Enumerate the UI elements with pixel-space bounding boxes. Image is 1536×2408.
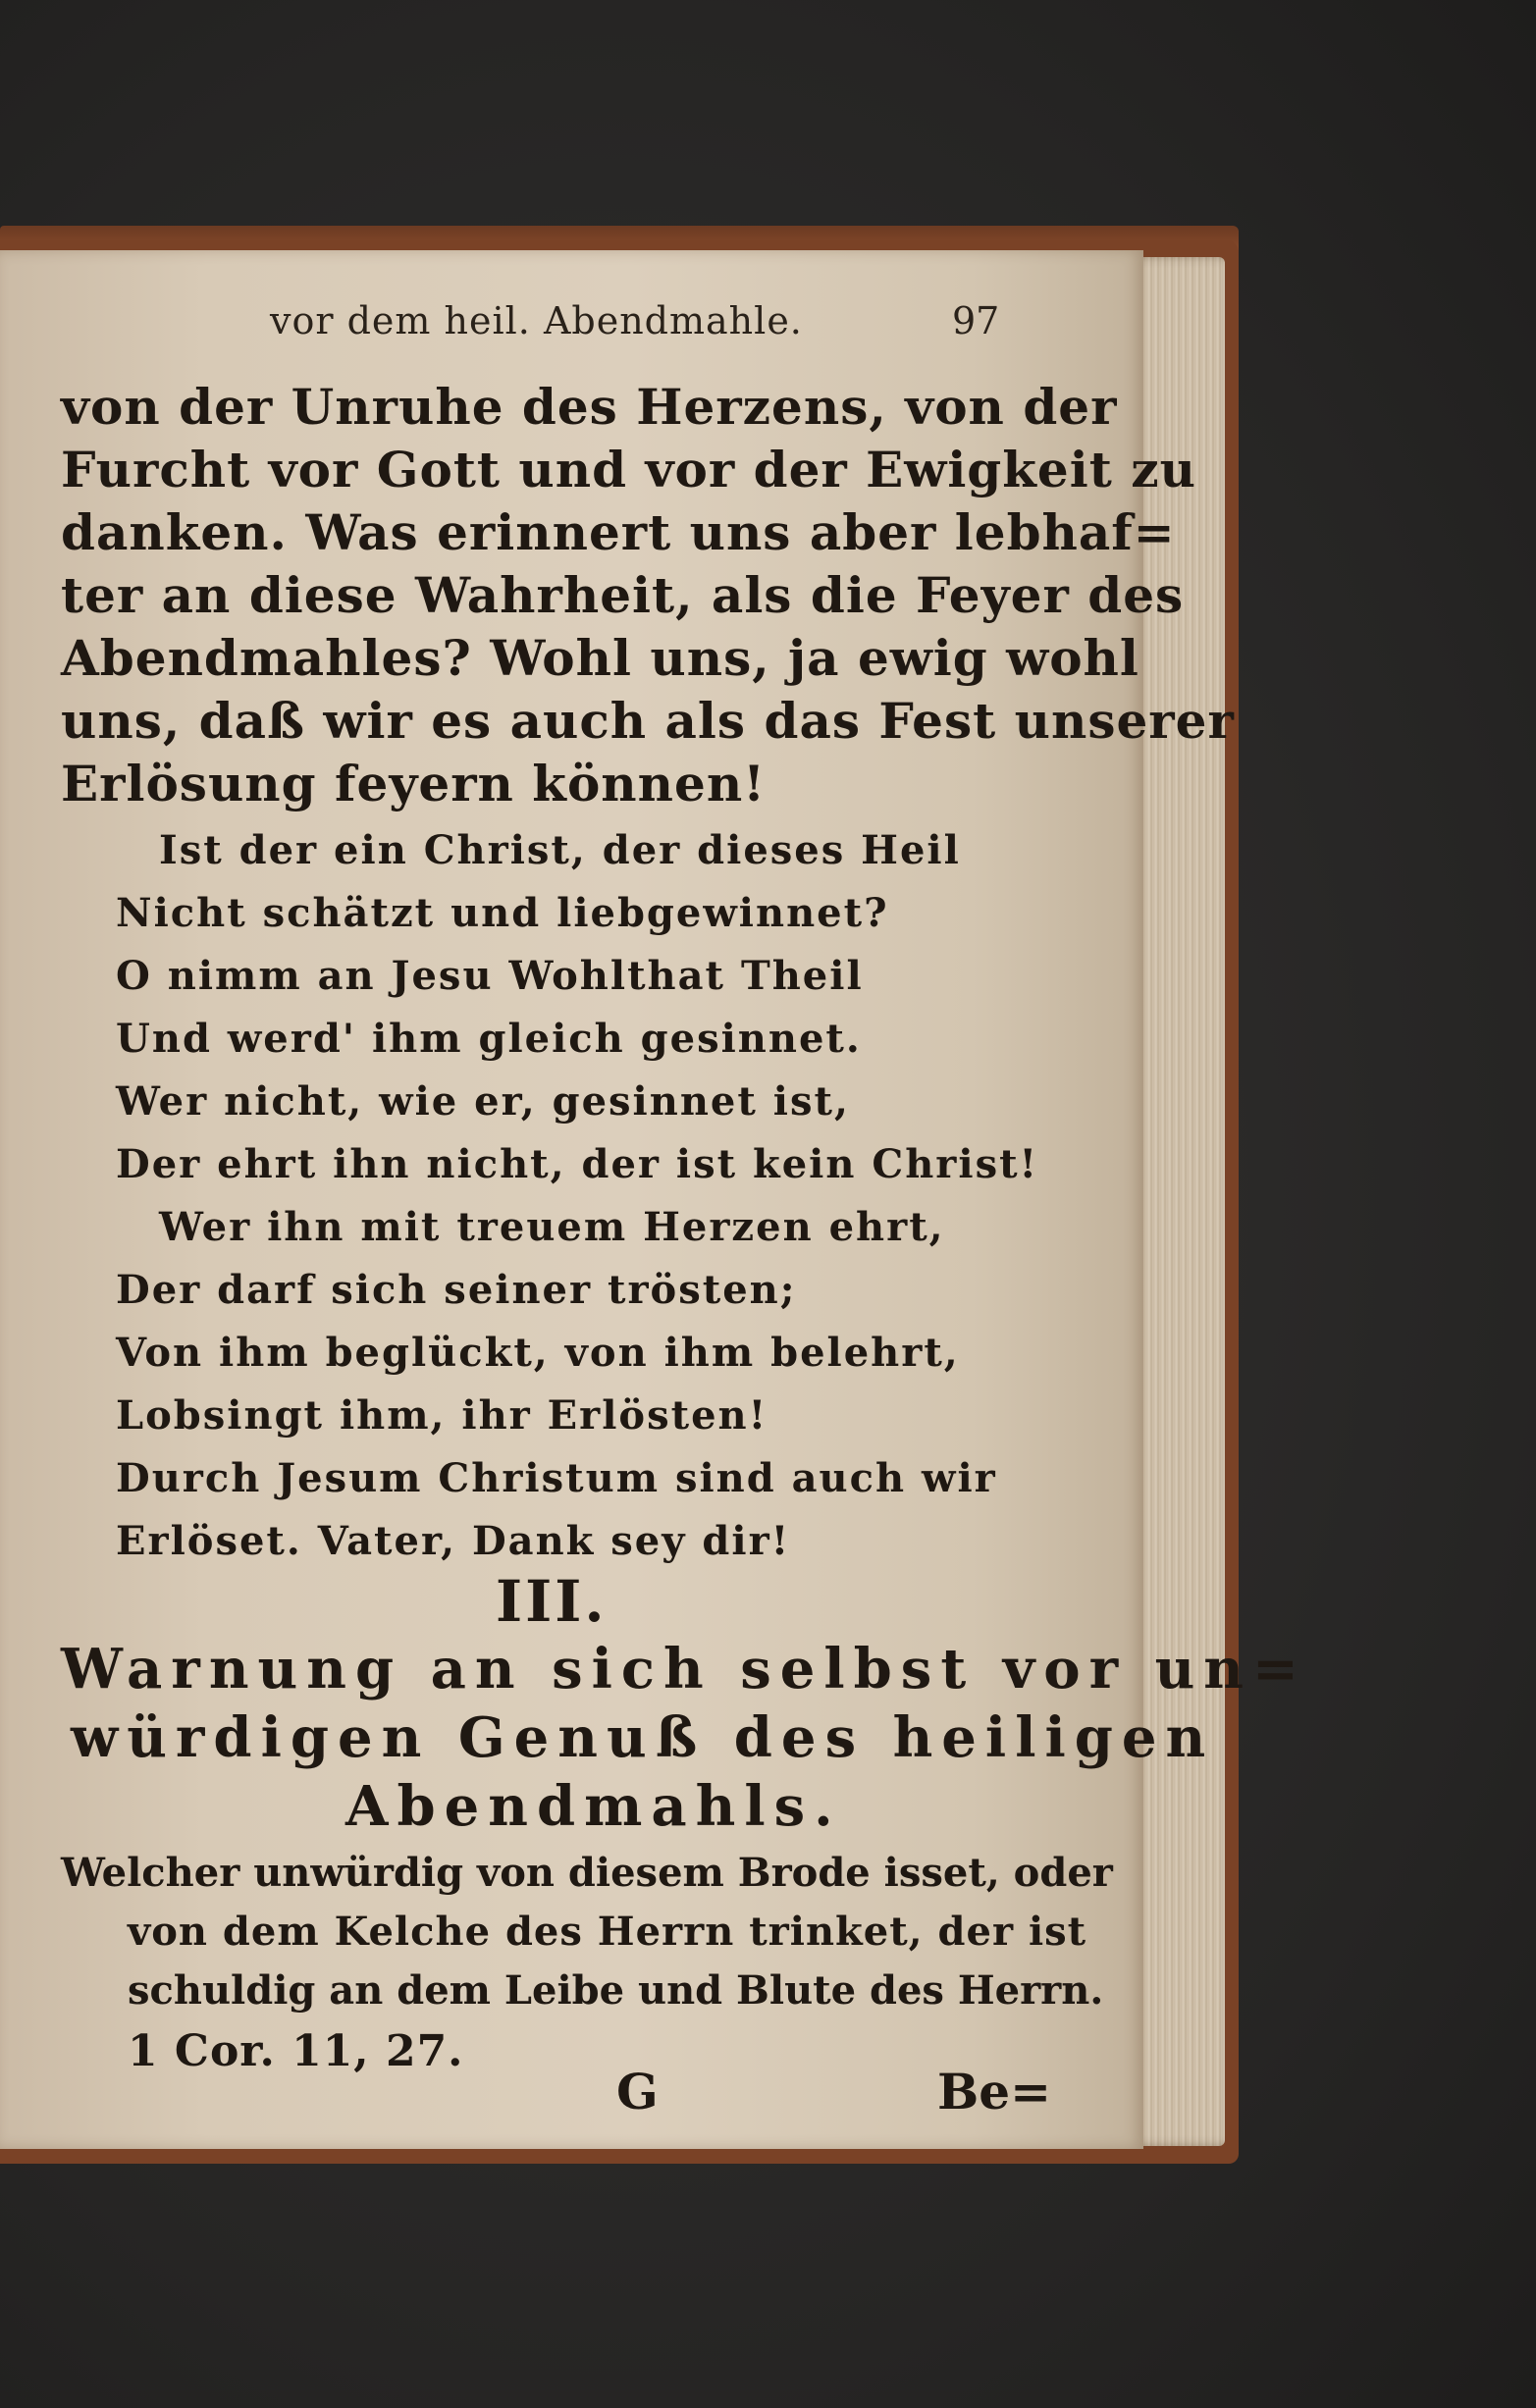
body-line: von der Unruhe des Herzens, von der	[61, 378, 1118, 436]
verse-line: Nicht schätzt und liebgewinnet?	[116, 890, 889, 936]
section-heading-line: Abendmahls.	[345, 1774, 842, 1839]
catchword: Be=	[937, 2063, 1051, 2120]
body-line: danken. Was erinnert uns aber lebhaf=	[61, 503, 1176, 561]
verse-line: Und werd' ihm gleich gesinnet.	[116, 1016, 862, 1062]
running-title: vor dem heil. Abendmahle.	[270, 299, 803, 342]
verse-line: Wer ihn mit treuem Herzen ehrt,	[159, 1204, 945, 1250]
running-header	[270, 299, 1001, 348]
verse-line: Von ihm beglückt, von ihm belehrt,	[116, 1330, 960, 1376]
body-line: Erlösung feyern können!	[61, 755, 767, 812]
section-heading-line: würdigen Genuß des heiligen	[71, 1705, 1215, 1770]
page-number: 97	[952, 299, 1000, 342]
section-number: III.	[496, 1568, 608, 1635]
body-line: Abendmahles? Wohl uns, ja ewig wohl	[61, 629, 1139, 687]
body-line: ter an diese Wahrheit, als die Feyer des	[61, 566, 1185, 624]
signature-mark: G	[616, 2063, 659, 2120]
verse-line: O nimm an Jesu Wohlthat Theil	[116, 953, 864, 999]
quote-line: schuldig an dem Leibe und Blute des Herrn.	[128, 1967, 1104, 2014]
verse-line: Der darf sich seiner trösten;	[116, 1267, 797, 1313]
verse-line: Wer nicht, wie er, gesinnet ist,	[116, 1078, 850, 1125]
verse-line: Ist der ein Christ, der dieses Heil	[159, 827, 961, 873]
body-line: uns, daß wir es auch als das Fest unserer	[61, 692, 1235, 750]
verse-line: Der ehrt ihn nicht, der ist kein Christ!	[116, 1141, 1039, 1187]
citation: 1 Cor. 11, 27.	[128, 2026, 464, 2076]
quote-line: von dem Kelche des Herrn trinket, der ist	[128, 1909, 1087, 1955]
section-heading-line: Warnung an sich selbst vor un=	[61, 1637, 1307, 1701]
verse-line: Lobsingt ihm, ihr Erlösten!	[116, 1392, 768, 1439]
verse-line: Erlöset. Vater, Dank sey dir!	[116, 1518, 791, 1564]
body-line: Furcht vor Gott und vor der Ewigkeit zu	[61, 441, 1196, 498]
quote-line: Welcher unwürdig von diesem Brode isset, oder	[61, 1850, 1113, 1896]
verse-line: Durch Jesum Christum sind auch wir	[116, 1455, 997, 1501]
